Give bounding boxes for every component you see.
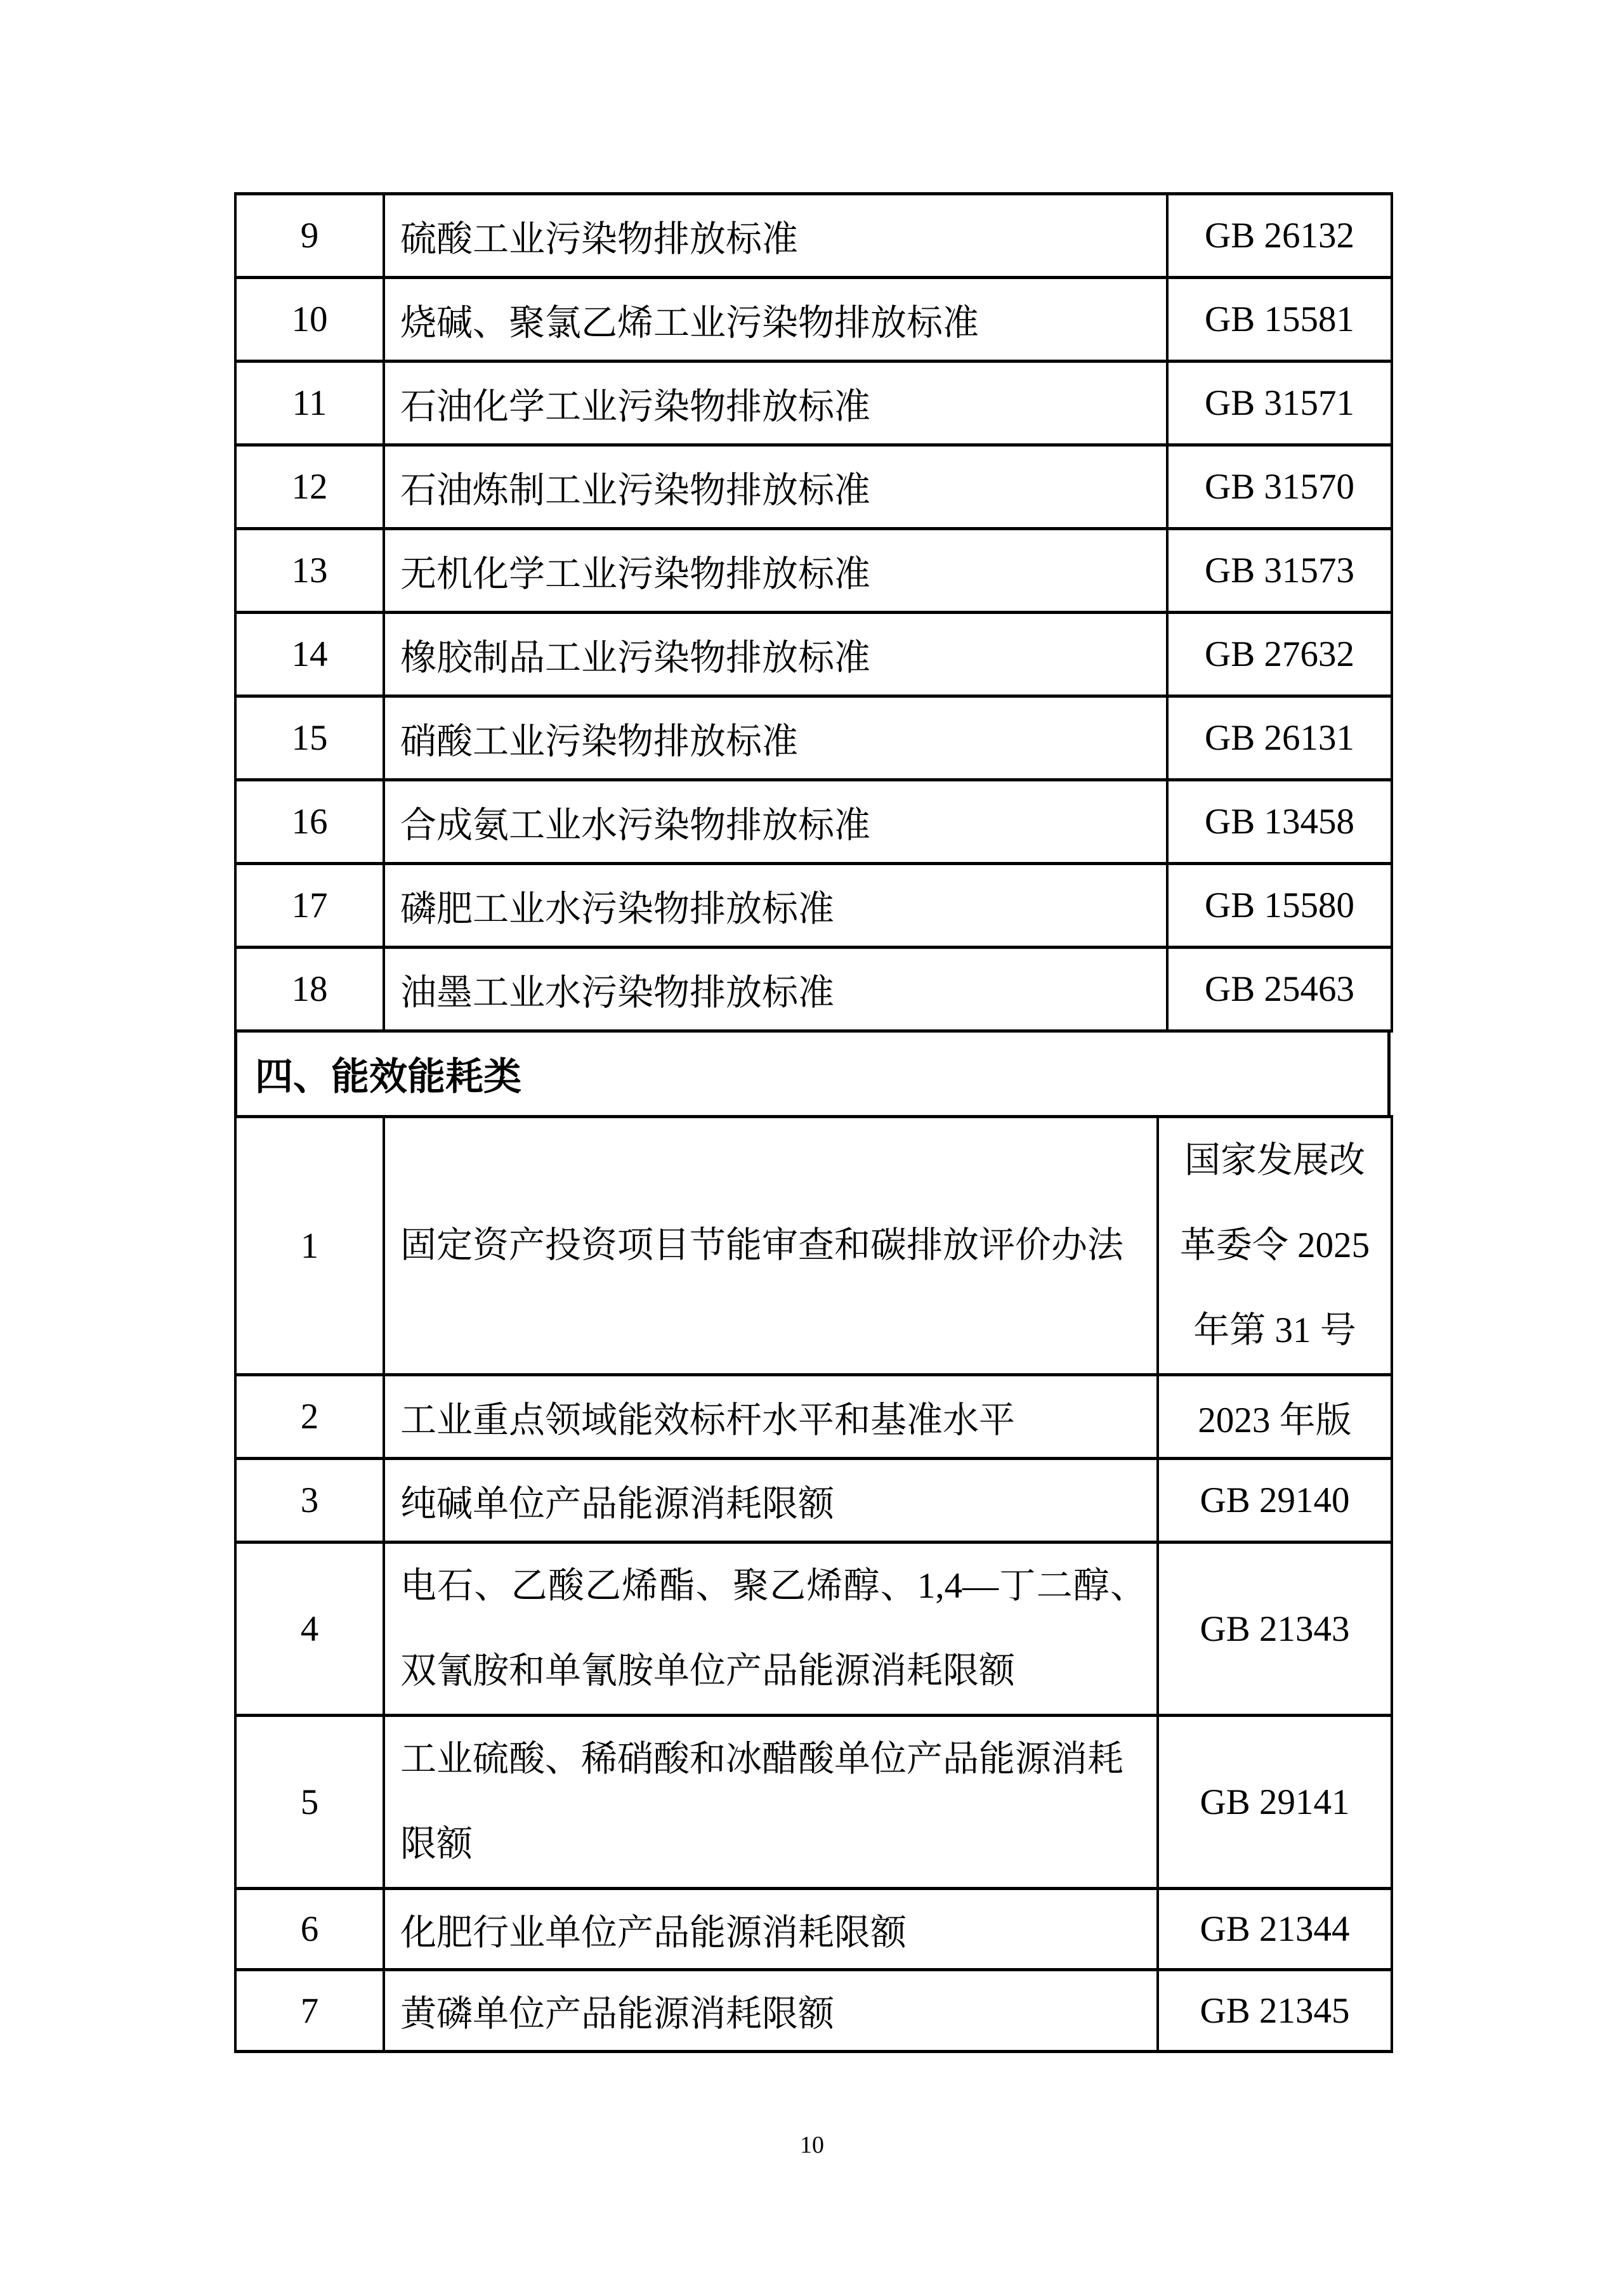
- row-number-cell: 16: [235, 780, 384, 864]
- row-number-cell: 13: [235, 529, 384, 613]
- standard-name-cell: 橡胶制品工业污染物排放标准: [384, 613, 1167, 696]
- row-number-cell: 17: [235, 864, 384, 948]
- standard-code-cell: GB 15580: [1167, 864, 1392, 948]
- standard-name-cell: [384, 1117, 1158, 1375]
- table-row: [235, 780, 1392, 864]
- standard-name-cell: [384, 1716, 1158, 1889]
- table-row: [235, 278, 1392, 362]
- table-row: [235, 1117, 1392, 1375]
- row-number-cell: 12: [235, 445, 384, 529]
- table-row: [235, 194, 1392, 278]
- row-number-cell: 5: [235, 1716, 384, 1889]
- standard-code-cell: GB 13458: [1167, 780, 1392, 864]
- standard-code-cell: GB 26132: [1167, 194, 1392, 278]
- standard-code-cell: GB 21344: [1158, 1889, 1392, 1970]
- standard-code-cell: GB 29141: [1158, 1716, 1392, 1889]
- row-number-cell: 2: [235, 1375, 384, 1459]
- standard-code-cell: GB 27632: [1167, 613, 1392, 696]
- standard-code-cell: GB 25463: [1167, 948, 1392, 1031]
- standard-name-cell: 纯碱单位产品能源消耗限额: [384, 1459, 1158, 1543]
- row-number-cell: 3: [235, 1459, 384, 1543]
- row-number-cell: 4: [235, 1543, 384, 1716]
- standard-code-cell: GB 31573: [1167, 529, 1392, 613]
- table-row: [235, 948, 1392, 1031]
- table-row: [235, 1543, 1392, 1716]
- standard-code-cell: GB 29140: [1158, 1459, 1392, 1543]
- table-row: [235, 864, 1392, 948]
- standard-name-cell: 硝酸工业污染物排放标准: [384, 696, 1167, 780]
- standard-code-cell: GB 15581: [1167, 278, 1392, 362]
- standard-name-cell: 化肥行业单位产品能源消耗限额: [384, 1889, 1158, 1970]
- standard-name-cell: [384, 1543, 1158, 1716]
- standard-name-cell: 石油炼制工业污染物排放标准: [384, 445, 1167, 529]
- standard-code-cell: GB 21343: [1158, 1543, 1392, 1716]
- table-row: [235, 529, 1392, 613]
- row-number-cell: 1: [235, 1117, 384, 1375]
- table-row: [235, 1970, 1392, 2052]
- standard-name-line: 工业硫酸、稀硝酸和冰醋酸单位产品能源消耗: [400, 1739, 1123, 1779]
- standard-name-line: 限额: [400, 1824, 473, 1864]
- table-row: [235, 1375, 1392, 1459]
- row-number-cell: 14: [235, 613, 384, 696]
- standard-code-line: 年第 31 号: [1193, 1310, 1356, 1350]
- standard-code-line: 革委令 2025: [1179, 1225, 1370, 1265]
- standards-table-upper: [234, 192, 1393, 1033]
- row-number-cell: 9: [235, 194, 384, 278]
- table-row: [235, 613, 1392, 696]
- standard-code-cell: GB 31570: [1167, 445, 1392, 529]
- standard-name-cell: 工业重点领域能效标杆水平和基准水平: [384, 1375, 1158, 1459]
- standard-name-line: 双氰胺和单氰胺单位产品能源消耗限额: [400, 1651, 1015, 1691]
- standard-name-cell: 磷肥工业水污染物排放标准: [384, 864, 1167, 948]
- row-number-cell: 11: [235, 362, 384, 445]
- standard-name-cell: 黄磷单位产品能源消耗限额: [384, 1970, 1158, 2052]
- standard-name-cell: 无机化学工业污染物排放标准: [384, 529, 1167, 613]
- table-row: [235, 445, 1392, 529]
- standards-table-lower: [234, 1115, 1393, 2053]
- standard-name-line: 固定资产投资项目节能审查和碳排放评价办法: [400, 1225, 1123, 1265]
- table-row: [235, 1459, 1392, 1543]
- row-number-cell: 18: [235, 948, 384, 1031]
- table-row: [235, 362, 1392, 445]
- standard-name-cell: 烧碱、聚氯乙烯工业污染物排放标准: [384, 278, 1167, 362]
- row-number-cell: 10: [235, 278, 384, 362]
- row-number-cell: 15: [235, 696, 384, 780]
- section-heading: 四、能效能耗类: [234, 1033, 1391, 1115]
- standard-name-cell: 合成氨工业水污染物排放标准: [384, 780, 1167, 864]
- table-row: [235, 1889, 1392, 1970]
- standard-name-cell: 石油化学工业污染物排放标准: [384, 362, 1167, 445]
- standard-code-cell: GB 26131: [1167, 696, 1392, 780]
- standard-code-line: 国家发展改: [1184, 1140, 1365, 1180]
- standard-name-line: 电石、乙酸乙烯酯、聚乙烯醇、1,4—丁二醇、: [400, 1566, 1146, 1606]
- row-number-cell: 7: [235, 1970, 384, 2052]
- standard-code-cell: GB 21345: [1158, 1970, 1392, 2052]
- standard-code-cell: [1158, 1117, 1392, 1375]
- standard-name-cell: 硫酸工业污染物排放标准: [384, 194, 1167, 278]
- standard-code-cell: GB 31571: [1167, 362, 1392, 445]
- standard-name-cell: 油墨工业水污染物排放标准: [384, 948, 1167, 1031]
- standard-code-cell: 2023 年版: [1158, 1375, 1392, 1459]
- table-row: [235, 1716, 1392, 1889]
- table-row: [235, 696, 1392, 780]
- standards-table: [234, 192, 1391, 2053]
- row-number-cell: 6: [235, 1889, 384, 1970]
- page-number: 10: [800, 2132, 824, 2158]
